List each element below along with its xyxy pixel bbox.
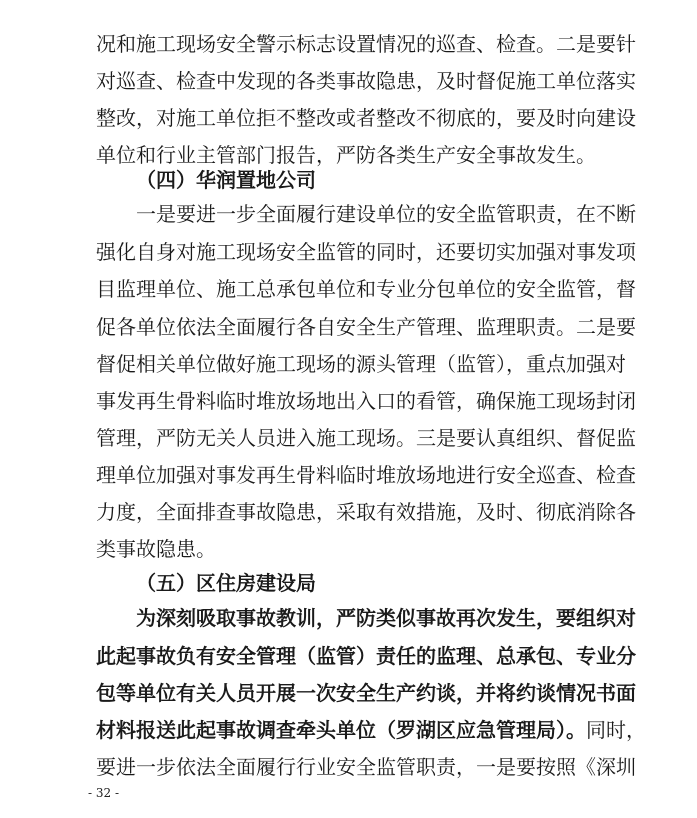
bold-text: 材料报送此起事故调查牵头单位（罗湖区应急管理局）。: [96, 718, 586, 742]
paragraph-line: 管理，严防无关人员进入施工现场。三是要认真组织、督促监: [96, 426, 636, 450]
paragraph-line: 促各单位依法全面履行各自安全生产管理、监理职责。二是要: [96, 315, 636, 339]
paragraph-line: 力度，全面排查事故隐患，采取有效措施，及时、彻底消除各: [96, 500, 636, 524]
paragraph-line-mixed: [96, 718, 646, 742]
paragraph-line: 强化自身对施工现场安全监管的同时，还要切实加强对事发项: [96, 240, 636, 264]
paragraph-line: 督促相关单位做好施工现场的源头管理（监管），重点加强对: [96, 352, 626, 376]
paragraph-line: 况和施工现场安全警示标志设置情况的巡查、检查。二是要针: [96, 32, 636, 56]
paragraph-line: 一是要进一步全面履行建设单位的安全监管职责，在不断: [136, 202, 636, 226]
paragraph-line-bold: 包等单位有关人员开展一次安全生产约谈，并将约谈情况书面: [96, 681, 636, 705]
paragraph-line: 单位和行业主管部门报告，严防各类生产安全事故发生。: [96, 143, 596, 167]
page-number: - 32 -: [88, 786, 120, 800]
paragraph-line-bold: 为深刻吸取事故教训，严防类似事故再次发生，要组织对: [136, 606, 636, 630]
paragraph-line: 理单位加强对事发再生骨料临时堆放场地进行安全巡查、检查: [96, 463, 636, 487]
paragraph-line: 目监理单位、施工总承包单位和专业分包单位的安全监管，督: [96, 277, 636, 301]
paragraph-line-bold: 此起事故负有安全管理（监管）责任的监理、总承包、专业分: [96, 644, 636, 668]
section-heading-4: （四）华润置地公司: [136, 168, 316, 192]
section-heading-5: （五）区住房建设局: [136, 571, 316, 595]
paragraph-line: 要进一步依法全面履行行业安全监管职责，一是要按照《深圳: [96, 755, 636, 779]
normal-text: 同时，: [586, 718, 646, 742]
paragraph-line: 类事故隐患。: [96, 537, 216, 561]
paragraph-line: 对巡查、检查中发现的各类事故隐患，及时督促施工单位落实: [96, 69, 636, 93]
paragraph-line: 整改，对施工单位拒不整改或者整改不彻底的，要及时向建设: [96, 106, 636, 130]
paragraph-line: 事发再生骨料临时堆放场地出入口的看管，确保施工现场封闭: [96, 389, 636, 413]
